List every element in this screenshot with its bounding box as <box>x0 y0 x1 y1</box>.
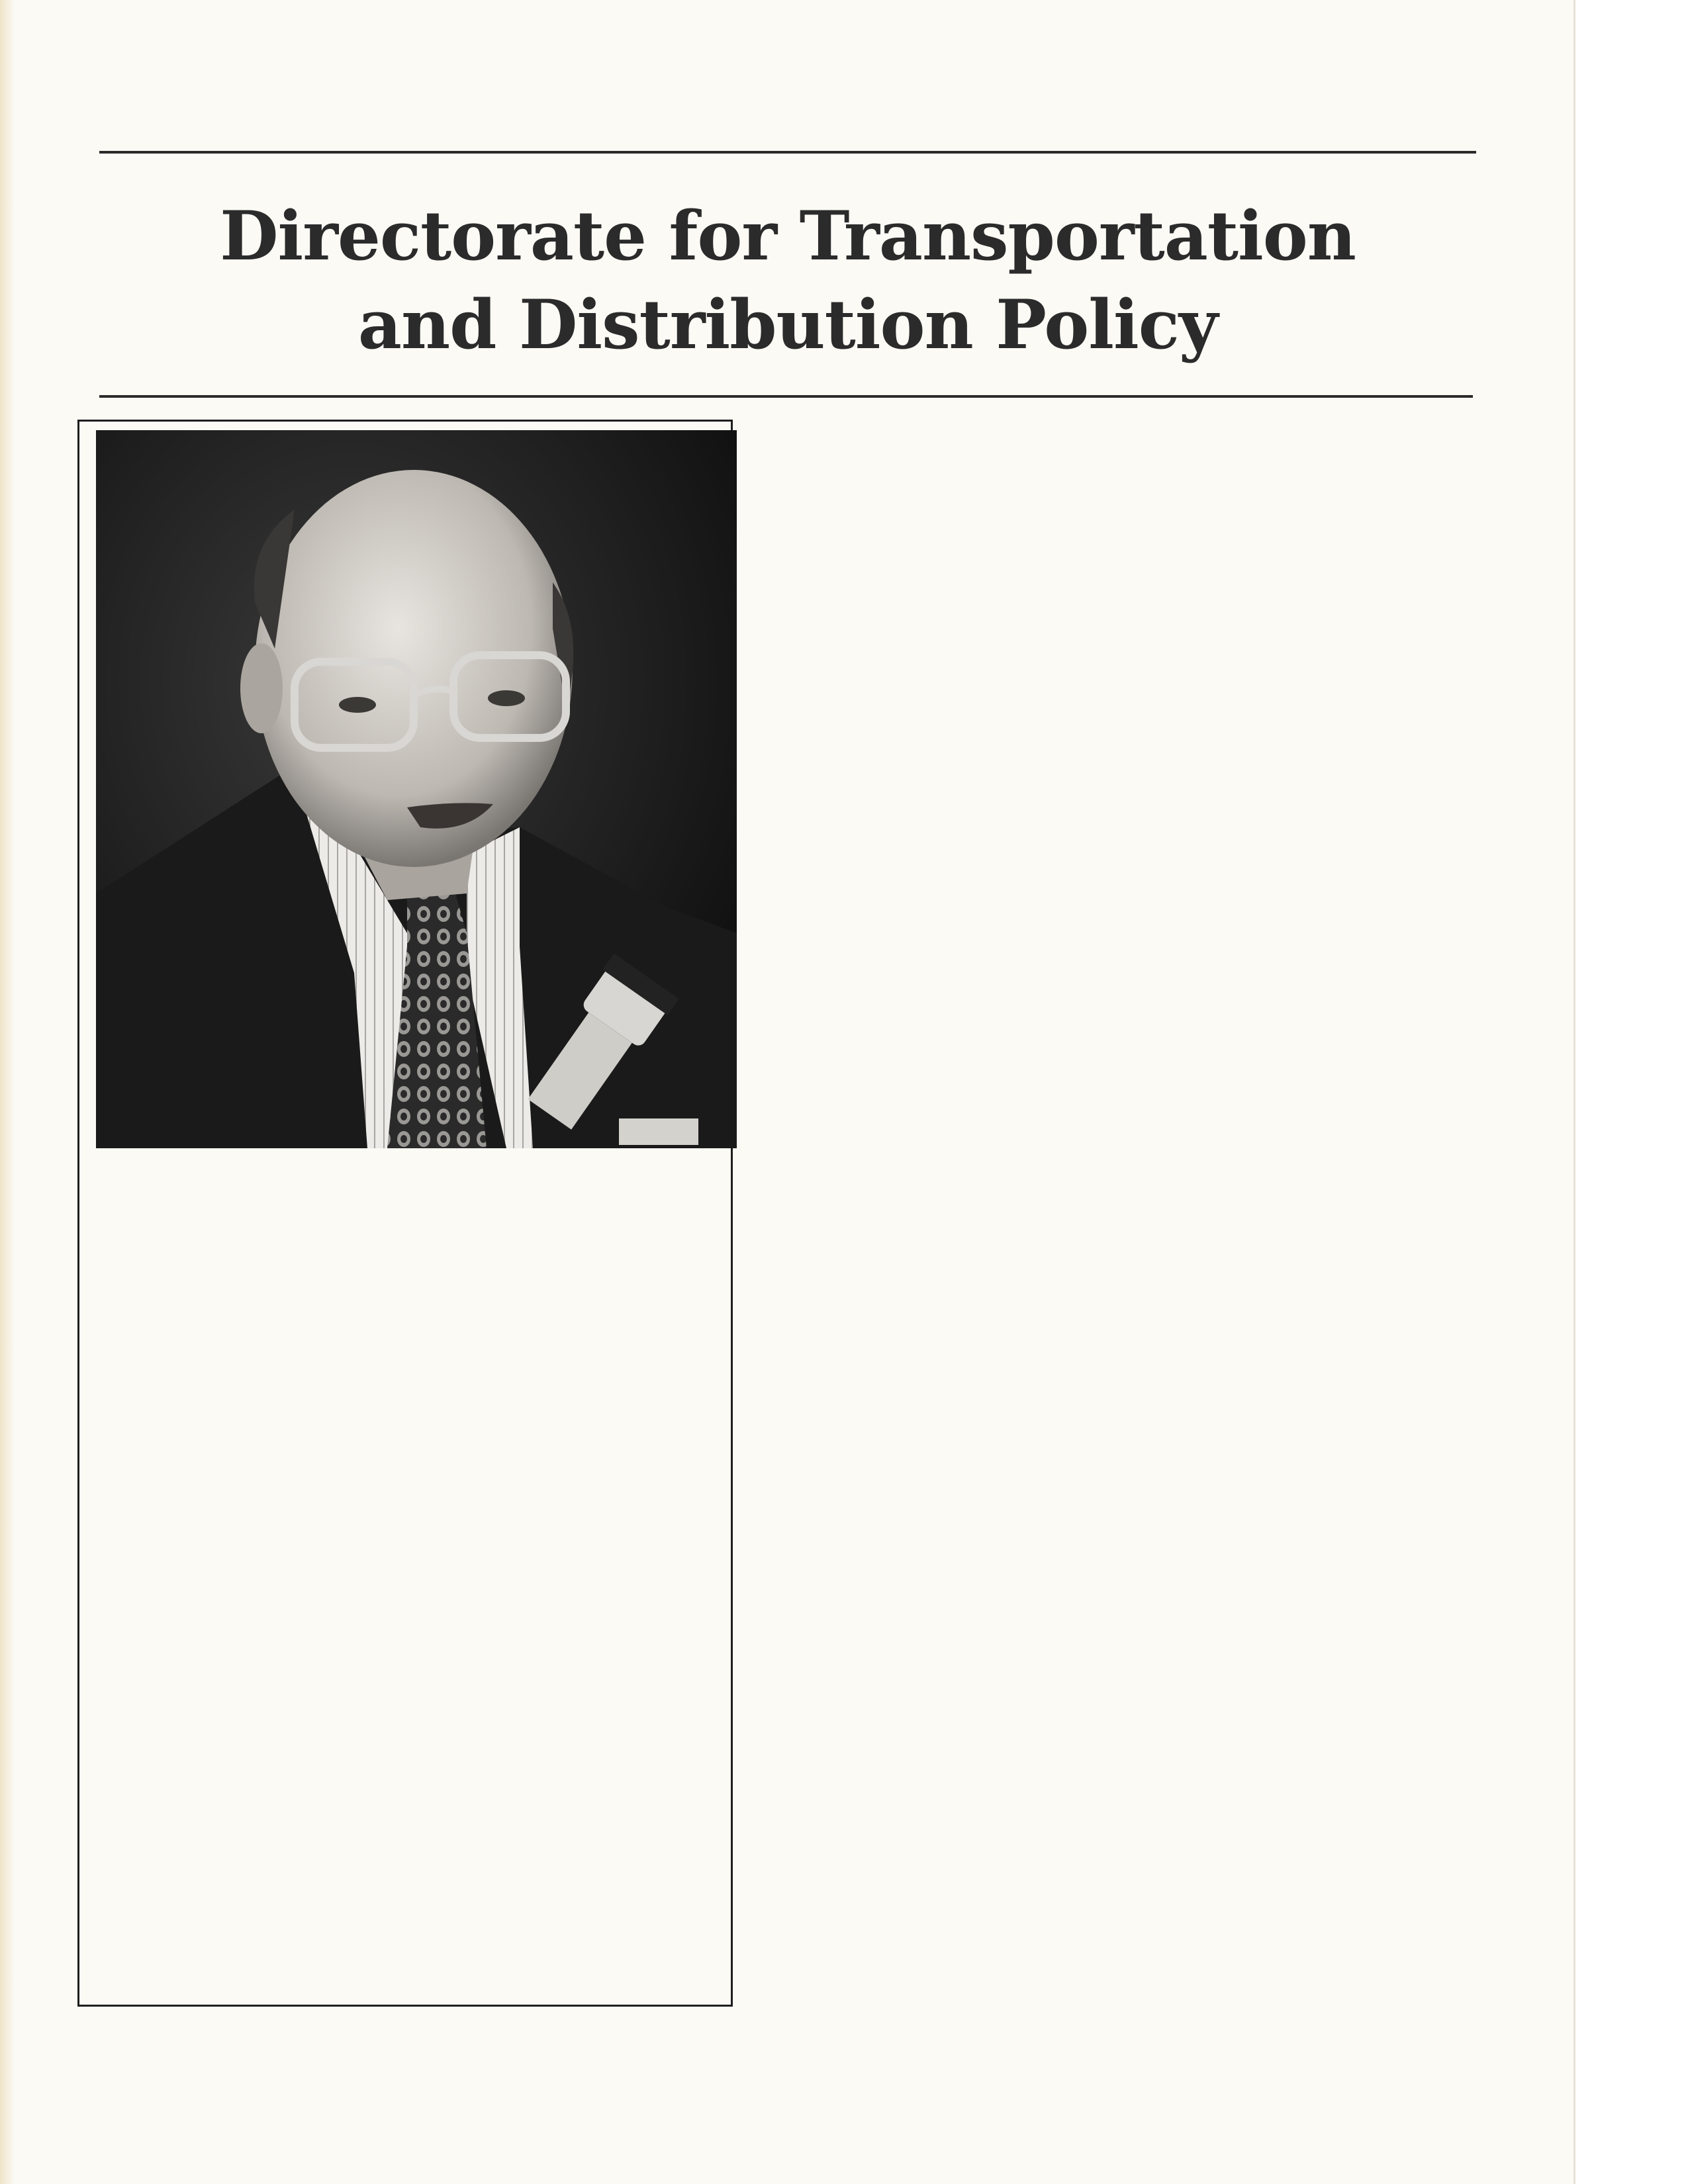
bottom-rule <box>99 395 1473 398</box>
page-title <box>99 192 1476 369</box>
title-line-2: and Distribution Policy <box>357 285 1218 365</box>
portrait-photo <box>96 430 737 1148</box>
page-margin <box>1573 0 1688 2184</box>
title-line-1: Directorate for Transportation <box>220 197 1356 276</box>
top-rule <box>99 151 1476 154</box>
page-edge <box>0 0 15 2184</box>
